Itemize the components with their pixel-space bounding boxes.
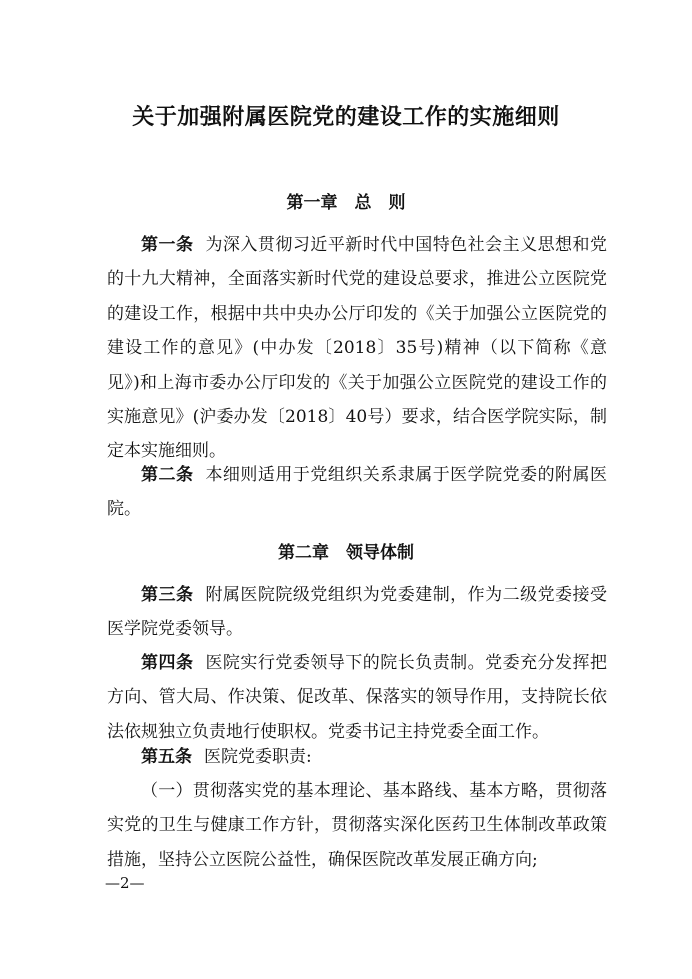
article-5-item-1 bbox=[107, 774, 607, 877]
article-2 bbox=[107, 458, 607, 527]
article-label: 第二条 bbox=[141, 465, 194, 485]
article-1 bbox=[107, 228, 607, 469]
chapter-1-heading: 第一章 总 则 bbox=[286, 193, 406, 213]
article-5 bbox=[107, 740, 607, 774]
article-text: 医院党委职责: bbox=[204, 747, 312, 767]
article-label: 第四条 bbox=[141, 653, 194, 673]
article-text: 为深入贯彻习近平新时代中国特色社会主义思想和党的十九大精神，全面落实新时代党的建设总要求，推进公立医院党的建设工作，根据中共中央办公厅印发的《关于加强公立医院党的建设工作的意见》(中办发〔2018〕35号)精神（以下简称《意见》)和上海市委办公厅印发的《关于加强公立医院党的建设工作的实施意见》(沪委办发〔2018〕40号）要求，结合医学院实际，制定本实施细则。 bbox=[107, 235, 608, 462]
article-text: 医院实行党委领导下的院长负责制。党委充分发挥把方向、管大局、作决策、促改革、保落实的领导作用，支持院长依法依规独立负责地行使职权。党委书记主持党委全面工作。 bbox=[107, 653, 608, 742]
document-title: 关于加强附属医院党的建设工作的实施细则 bbox=[132, 104, 560, 130]
article-3 bbox=[107, 578, 607, 647]
article-label: 第一条 bbox=[141, 235, 194, 255]
article-label: 第三条 bbox=[141, 585, 194, 605]
chapter-2-heading: 第二章 领导体制 bbox=[278, 543, 414, 563]
page-number: —2— bbox=[105, 874, 145, 892]
item-text: （一）贯彻落实党的基本理论、基本路线、基本方略，贯彻落实党的卫生与健康工作方针，贯彻落实深化医药卫生体制改革政策措施，坚持公立医院公益性，确保医院改革发展正确方向; bbox=[107, 781, 607, 870]
article-label: 第五条 bbox=[141, 747, 192, 767]
article-text: 附属医院院级党组织为党委建制，作为二级党委接受医学院党委领导。 bbox=[107, 585, 608, 640]
article-text: 本细则适用于党组织关系隶属于医学院党委的附属医院。 bbox=[107, 465, 608, 520]
article-4 bbox=[107, 646, 607, 749]
